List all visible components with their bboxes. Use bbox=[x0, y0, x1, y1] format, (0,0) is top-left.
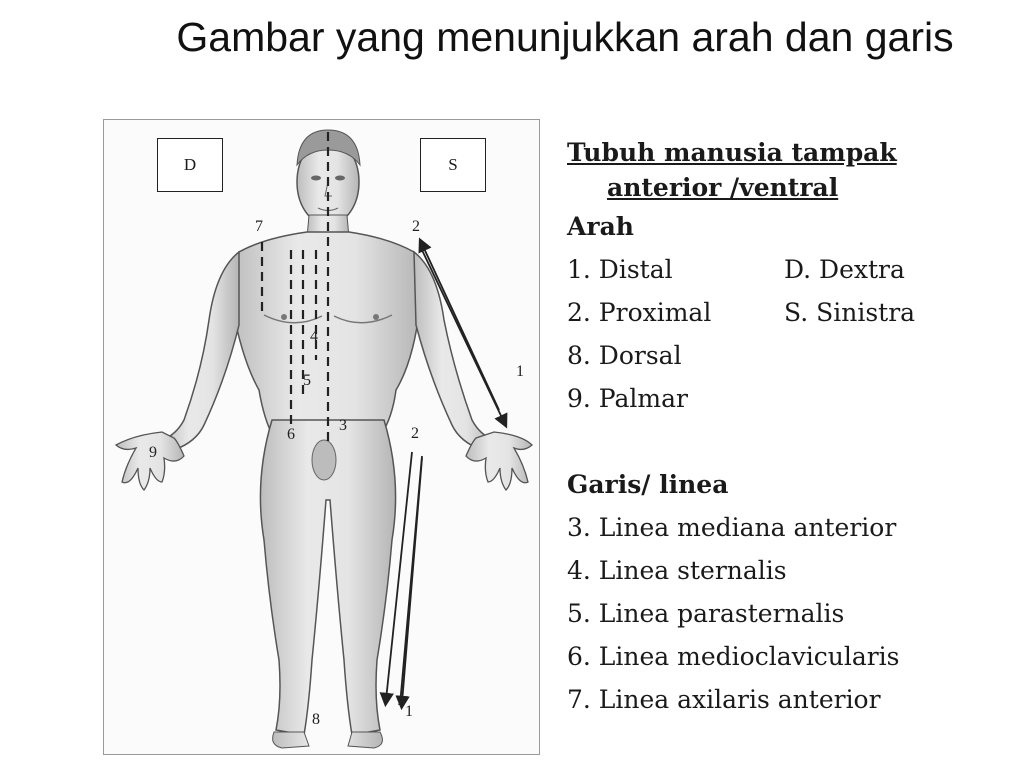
slide-title: Gambar yang menunjukkan arah dan garis bbox=[176, 14, 954, 60]
arah-item: 1. Distal bbox=[567, 255, 673, 284]
label-7: 7 bbox=[255, 218, 263, 235]
arah-item: 9. Palmar bbox=[567, 384, 688, 413]
label-2-arm: 2 bbox=[412, 218, 420, 235]
label-5: 5 bbox=[303, 372, 311, 389]
legend-heading-line2: anterior /ventral bbox=[607, 173, 839, 202]
arah-title: Arah bbox=[567, 212, 634, 241]
arah-item: 8. Dorsal bbox=[567, 341, 682, 370]
garis-title: Garis/ linea bbox=[567, 470, 729, 499]
side-item-dextra: D. Dextra bbox=[784, 255, 905, 284]
sinistra-box: S bbox=[420, 138, 486, 192]
legend-heading-line1: Tubuh manusia tampak bbox=[567, 138, 897, 167]
label-1-arm: 1 bbox=[516, 363, 524, 380]
label-3: 3 bbox=[339, 417, 347, 434]
label-6: 6 bbox=[287, 426, 295, 443]
arah-item: 2. Proximal bbox=[567, 298, 712, 327]
garis-item: 7. Linea axilaris anterior bbox=[567, 685, 881, 714]
garis-item: 4. Linea sternalis bbox=[567, 556, 787, 585]
garis-item: 5. Linea parasternalis bbox=[567, 599, 845, 628]
body-diagram bbox=[103, 119, 540, 755]
label-9: 9 bbox=[149, 444, 157, 461]
dextra-box: D bbox=[157, 138, 223, 192]
human-body-illustration bbox=[104, 120, 539, 754]
legend-panel bbox=[567, 135, 1007, 721]
garis-item: 6. Linea medioclavicularis bbox=[567, 642, 900, 671]
side-item-sinistra: S. Sinistra bbox=[784, 298, 916, 327]
label-2-leg: 2 bbox=[411, 425, 419, 442]
label-1-leg: 1 bbox=[405, 703, 413, 720]
label-8: 8 bbox=[312, 711, 320, 728]
garis-item: 3. Linea mediana anterior bbox=[567, 513, 897, 542]
label-4: 4 bbox=[310, 328, 318, 345]
